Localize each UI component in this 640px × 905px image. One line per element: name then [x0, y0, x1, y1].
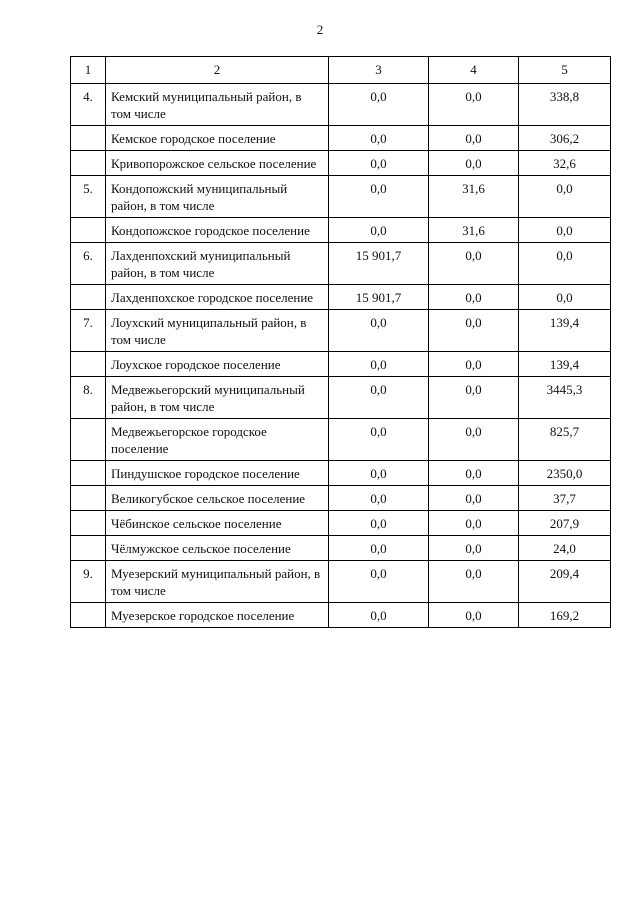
row-col5: 306,2 [519, 126, 611, 151]
row-name: Кемский муниципальный район, в том числе [106, 84, 329, 126]
row-col4: 0,0 [429, 84, 519, 126]
header-col-1: 1 [71, 57, 106, 84]
row-col3: 0,0 [329, 377, 429, 419]
row-col5: 3445,3 [519, 377, 611, 419]
row-col3: 0,0 [329, 176, 429, 218]
table-row [71, 151, 611, 176]
table-row [71, 461, 611, 486]
row-col5: 0,0 [519, 243, 611, 285]
row-col5: 825,7 [519, 419, 611, 461]
table-row [71, 536, 611, 561]
row-name: Лахденпохский муниципальный район, в том числе [106, 243, 329, 285]
row-col4: 0,0 [429, 243, 519, 285]
data-table [70, 56, 611, 628]
row-col3: 0,0 [329, 84, 429, 126]
row-number: 9. [71, 561, 106, 603]
row-col4: 0,0 [429, 352, 519, 377]
table-row [71, 603, 611, 628]
row-name: Медвежьегорское городское поселение [106, 419, 329, 461]
row-number: 5. [71, 176, 106, 218]
row-col5: 209,4 [519, 561, 611, 603]
table-row [71, 377, 611, 419]
header-col-5: 5 [519, 57, 611, 84]
row-col3: 0,0 [329, 486, 429, 511]
row-col3: 0,0 [329, 419, 429, 461]
row-name: Пиндушское городское поселение [106, 461, 329, 486]
row-name: Кондопожское городское поселение [106, 218, 329, 243]
table-header-row [71, 57, 611, 84]
row-col4: 0,0 [429, 126, 519, 151]
row-col4: 0,0 [429, 561, 519, 603]
row-col5: 0,0 [519, 176, 611, 218]
row-number: 7. [71, 310, 106, 352]
row-number: 8. [71, 377, 106, 419]
table-row [71, 486, 611, 511]
table-row [71, 419, 611, 461]
row-col4: 0,0 [429, 511, 519, 536]
row-col3: 15 901,7 [329, 243, 429, 285]
row-number: 6. [71, 243, 106, 285]
table-row [71, 218, 611, 243]
table-row [71, 176, 611, 218]
row-name: Муезерский муниципальный район, в том числе [106, 561, 329, 603]
row-col3: 15 901,7 [329, 285, 429, 310]
page-number: 2 [316, 22, 324, 37]
row-col3: 0,0 [329, 536, 429, 561]
row-col3: 0,0 [329, 352, 429, 377]
row-name: Кривопорожское сельское поселение [106, 151, 329, 176]
row-col3: 0,0 [329, 126, 429, 151]
row-col4: 0,0 [429, 285, 519, 310]
row-col4: 0,0 [429, 419, 519, 461]
row-col5: 139,4 [519, 352, 611, 377]
row-col4: 0,0 [429, 377, 519, 419]
header-col-3: 3 [329, 57, 429, 84]
row-name: Чёбинское сельское поселение [106, 511, 329, 536]
row-col5: 0,0 [519, 285, 611, 310]
row-col3: 0,0 [329, 151, 429, 176]
row-col4: 31,6 [429, 176, 519, 218]
row-name: Лоухское городское поселение [106, 352, 329, 377]
table-row [71, 285, 611, 310]
table-row [71, 511, 611, 536]
row-name: Муезерское городское поселение [106, 603, 329, 628]
table-row [71, 310, 611, 352]
row-col5: 37,7 [519, 486, 611, 511]
row-col5: 169,2 [519, 603, 611, 628]
row-col5: 139,4 [519, 310, 611, 352]
row-col4: 31,6 [429, 218, 519, 243]
row-col4: 0,0 [429, 486, 519, 511]
row-col5: 2350,0 [519, 461, 611, 486]
table-row [71, 561, 611, 603]
table-row [71, 352, 611, 377]
row-col5: 24,0 [519, 536, 611, 561]
row-col3: 0,0 [329, 310, 429, 352]
row-col5: 0,0 [519, 218, 611, 243]
table-row [71, 126, 611, 151]
row-col3: 0,0 [329, 461, 429, 486]
row-name: Великогубское сельское поселение [106, 486, 329, 511]
row-name: Чёлмужское сельское поселение [106, 536, 329, 561]
header-col-4: 4 [429, 57, 519, 84]
row-name: Лахденпохское городское поселение [106, 285, 329, 310]
row-col3: 0,0 [329, 561, 429, 603]
row-col3: 0,0 [329, 218, 429, 243]
row-name: Лоухский муниципальный район, в том числе [106, 310, 329, 352]
row-col4: 0,0 [429, 151, 519, 176]
row-name: Кемское городское поселение [106, 126, 329, 151]
row-col3: 0,0 [329, 603, 429, 628]
row-col4: 0,0 [429, 461, 519, 486]
row-col3: 0,0 [329, 511, 429, 536]
row-col5: 338,8 [519, 84, 611, 126]
header-col-2: 2 [106, 57, 329, 84]
table-row [71, 84, 611, 126]
row-col4: 0,0 [429, 536, 519, 561]
row-col4: 0,0 [429, 310, 519, 352]
row-col4: 0,0 [429, 603, 519, 628]
row-name: Кондопожский муниципальный район, в том числе [106, 176, 329, 218]
row-name: Медвежьегорский муниципальный район, в том числе [106, 377, 329, 419]
row-number: 4. [71, 84, 106, 126]
row-col5: 32,6 [519, 151, 611, 176]
row-col5: 207,9 [519, 511, 611, 536]
table-row [71, 243, 611, 285]
